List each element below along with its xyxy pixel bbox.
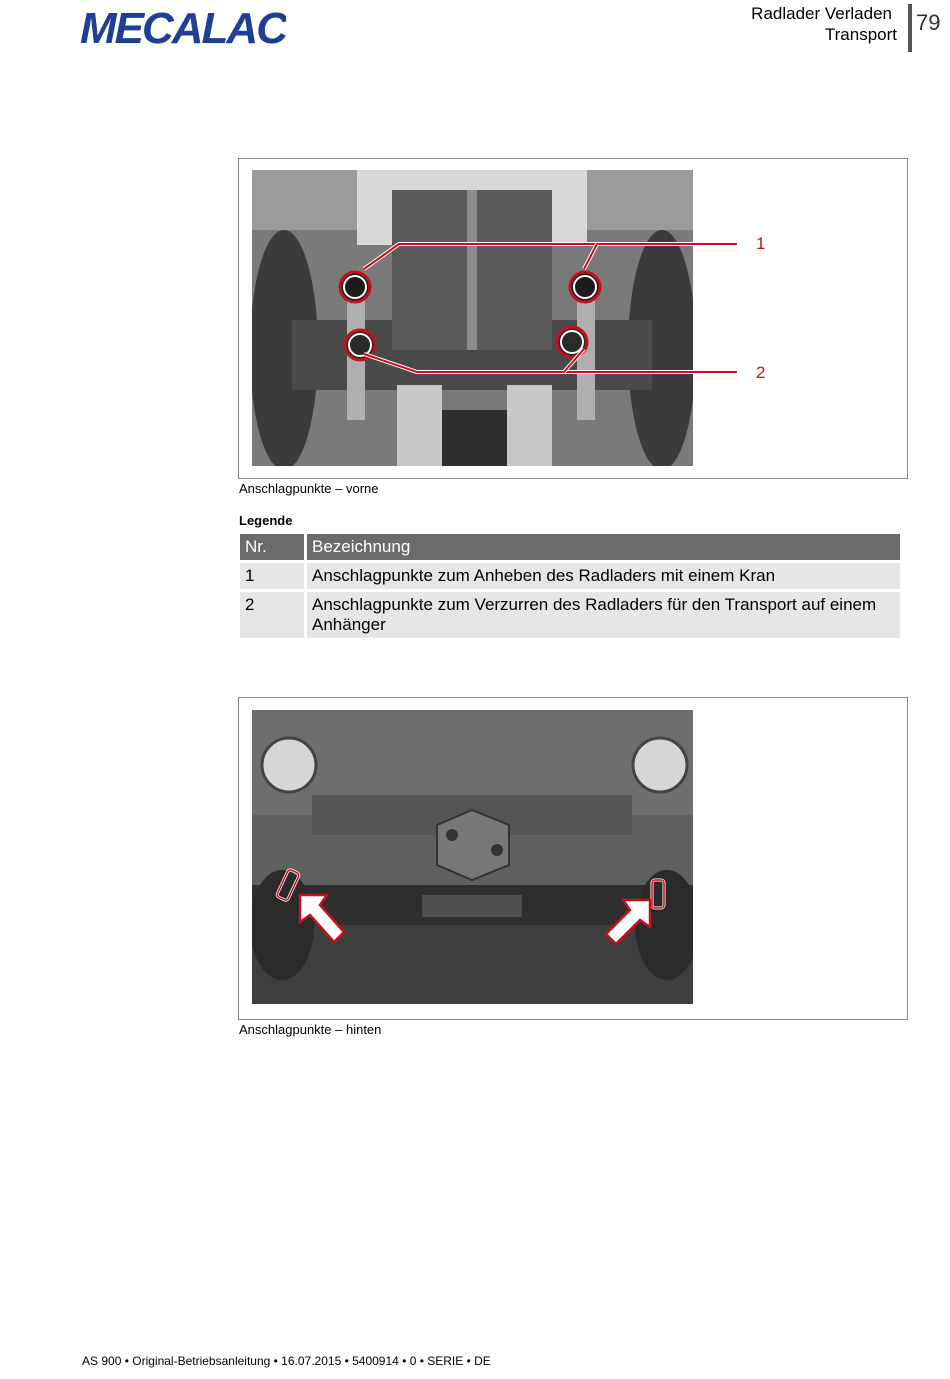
header-subtitle: Transport [824,25,897,44]
legend-header-row [240,534,900,560]
callout-2: 2 [756,363,766,382]
legend-col-desc: Bezeichnung [307,534,900,560]
svg-text:MECALAC: MECALAC [80,5,286,51]
figure-front-caption: Anschlagpunkte – vorne [239,481,379,496]
table-row [240,563,900,589]
legend-nr: 1 [240,563,304,589]
figure-rear-caption: Anschlagpunkte – hinten [239,1022,382,1037]
header-divider [908,4,912,52]
footer: AS 900 • Original-Betriebsanleitung • 16.07.2015 • 5400914 • 0 • SERIE • DE [82,1354,491,1368]
legend-desc: Anschlagpunkte zum Verzurren des Radladers für den Transport auf einem Anhänger [307,592,900,638]
legend-nr: 2 [240,592,304,638]
legend-heading: Legende [239,513,293,528]
legend-desc: Anschlagpunkte zum Anheben des Radladers mit einem Kran [307,563,900,589]
table-row [240,592,900,638]
rear-loader-photo [252,710,693,1004]
callout-lines [239,159,907,478]
legend-table [237,531,903,641]
figure-rear [238,697,908,1020]
header-title: Radlader Verladen [751,4,892,23]
legend-col-nr: Nr. [240,534,304,560]
mecalac-logo [80,5,286,51]
page-number: 79 [916,10,941,35]
callout-1: 1 [756,234,766,253]
figure-front [238,158,908,479]
